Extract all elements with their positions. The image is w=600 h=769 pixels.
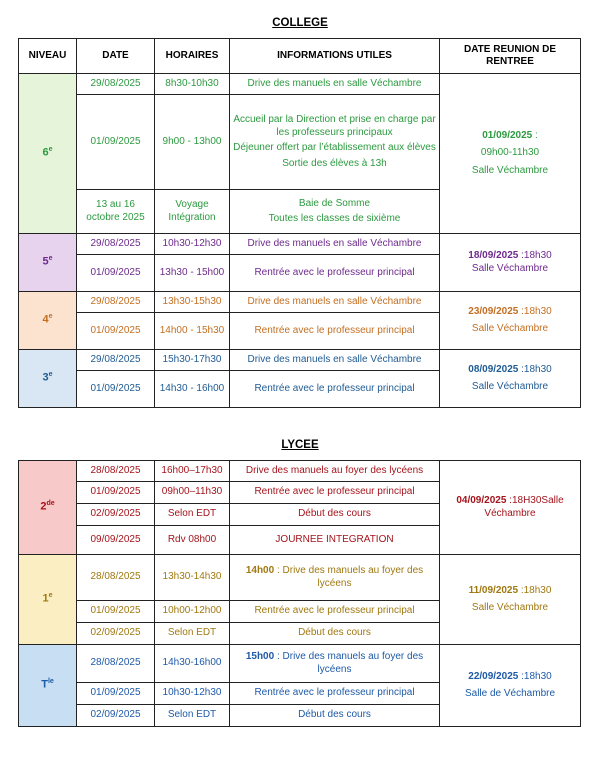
- meeting-date: 04/09/2025: [456, 495, 507, 506]
- level-sup: e: [48, 146, 53, 154]
- info-cell: JOURNEE INTEGRATION: [230, 526, 440, 555]
- time-cell: Selon EDT: [155, 623, 230, 645]
- lycee-table: [18, 460, 581, 727]
- header-informations: INFORMATIONS UTILES: [230, 39, 440, 74]
- date-cell: 01/09/2025: [77, 95, 155, 190]
- date-cell: 28/08/2025: [77, 645, 155, 683]
- info-line: Toutes les classes de sixième: [268, 213, 401, 224]
- date-cell: 01/09/2025: [77, 255, 155, 292]
- level-3e: [19, 350, 77, 408]
- date-cell: 02/09/2025: [77, 504, 155, 526]
- level-5e: [19, 234, 77, 292]
- meeting-time: 09h00-11h30: [480, 147, 540, 159]
- date-cell: 28/08/2025: [77, 555, 155, 601]
- table-row: [19, 74, 581, 95]
- info-line: Déjeuner offert par l’établissement aux élèves: [233, 142, 436, 153]
- meeting-time: :18h30: [518, 584, 552, 596]
- meeting-date: 22/09/2025: [468, 670, 519, 682]
- meeting-1e: [440, 555, 581, 645]
- level-label: 4: [42, 313, 49, 326]
- info-cell: Début des cours: [230, 504, 440, 526]
- time-cell: 8h30-10h30: [155, 74, 230, 95]
- meeting-time: :18h30: [518, 363, 552, 375]
- level-1e: [19, 555, 77, 645]
- info-cell: Drive des manuels en salle Véchambre: [230, 74, 440, 95]
- meeting-place: Salle Véchambre: [471, 323, 549, 334]
- meeting-sep: :: [532, 129, 538, 141]
- meeting-date: 18/09/2025: [468, 250, 519, 261]
- level-6e: [19, 74, 77, 234]
- time-cell: Selon EDT: [155, 504, 230, 526]
- info-cell: Rentrée avec le professeur principal: [230, 601, 440, 623]
- meeting-6e: [440, 74, 581, 234]
- level-sup: e: [48, 313, 53, 321]
- level-2de: [19, 461, 77, 555]
- info-cell: Drive des manuels au foyer des lycéens: [230, 461, 440, 482]
- time-cell: 9h00 - 13h00: [155, 95, 230, 190]
- level-label: 3: [42, 371, 49, 384]
- level-sup: e: [48, 592, 53, 600]
- time-cell: 10h30-12h30: [155, 683, 230, 705]
- time-cell: 16h00–17h30: [155, 461, 230, 482]
- time-cell: 10h00-12h00: [155, 601, 230, 623]
- header-horaires: HORAIRES: [155, 39, 230, 74]
- info-bold: 15h00: [245, 651, 275, 662]
- college-title: COLLEGE: [272, 17, 328, 29]
- header-niveau: NIVEAU: [19, 39, 77, 74]
- time-cell: 14h30 - 16h00: [155, 371, 230, 408]
- info-cell: Début des cours: [230, 705, 440, 727]
- level-sup: e: [48, 255, 53, 263]
- time-cell: 14h30-16h00: [155, 645, 230, 683]
- time-cell: Voyage Intégration: [155, 190, 230, 234]
- meeting-time: :18h30: [518, 670, 552, 682]
- info-cell: [230, 190, 440, 234]
- time-cell: 10h30-12h30: [155, 234, 230, 255]
- meeting-time: :18h30: [518, 250, 552, 261]
- level-label: 2: [40, 500, 47, 513]
- info-text: : Drive des manuels au foyer des lycéens: [274, 651, 424, 675]
- header-date: DATE: [77, 39, 155, 74]
- table-row: [19, 555, 581, 601]
- info-line: Baie de Somme: [298, 197, 371, 209]
- meeting-date: 01/09/2025: [482, 129, 533, 141]
- date-cell: 01/09/2025: [77, 371, 155, 408]
- meeting-place: Salle Véchambre: [471, 381, 549, 392]
- meeting-place: Salle Véchambre: [471, 164, 549, 176]
- info-cell: Rentrée avec le professeur principal: [230, 683, 440, 705]
- meeting-4e: [440, 292, 581, 350]
- date-cell: 01/09/2025: [77, 482, 155, 504]
- college-table: [18, 38, 581, 408]
- info-cell: [230, 555, 440, 601]
- info-text: : Drive des manuels au foyer des lycéens: [274, 565, 424, 589]
- meeting-date: 23/09/2025: [468, 305, 519, 317]
- info-bold: 14h00: [245, 565, 275, 576]
- level-sup: e: [48, 371, 53, 379]
- info-line: Sortie des élèves à 13h: [282, 157, 387, 169]
- meeting-5e: [440, 234, 581, 292]
- info-cell: Drive des manuels en salle Véchambre: [230, 292, 440, 313]
- info-cell: Rentrée avec le professeur principal: [230, 313, 440, 350]
- date-cell: 29/08/2025: [77, 292, 155, 313]
- info-cell: Drive des manuels en salle Véchambre: [230, 350, 440, 371]
- time-cell: 13h30 - 15h00: [155, 255, 230, 292]
- date-cell: 02/09/2025: [77, 705, 155, 727]
- meeting-date: 11/09/2025: [468, 584, 519, 596]
- time-cell: 13h30-15h30: [155, 292, 230, 313]
- date-cell: 13 au 16 octobre 2025: [77, 190, 155, 234]
- table-row: [19, 292, 581, 313]
- date-cell: 02/09/2025: [77, 623, 155, 645]
- level-label: T: [41, 678, 48, 691]
- info-cell: Rentrée avec le professeur principal: [230, 255, 440, 292]
- date-cell: 01/09/2025: [77, 683, 155, 705]
- info-cell: Début des cours: [230, 623, 440, 645]
- meeting-2de: [440, 461, 581, 555]
- table-row: [19, 461, 581, 482]
- meeting-time: :18h30: [518, 305, 552, 317]
- info-cell: Drive des manuels en salle Véchambre: [230, 234, 440, 255]
- date-cell: 28/08/2025: [77, 461, 155, 482]
- meeting-place: Salle de Véchambre: [464, 688, 556, 699]
- time-cell: 13h30-14h30: [155, 555, 230, 601]
- time-cell: Selon EDT: [155, 705, 230, 727]
- table-row: [19, 645, 581, 683]
- meeting-place: Salle Véchambre: [471, 262, 549, 274]
- table-row: [19, 234, 581, 255]
- meeting-3e: [440, 350, 581, 408]
- level-label: 6: [42, 146, 49, 159]
- date-cell: 09/09/2025: [77, 526, 155, 555]
- date-cell: 01/09/2025: [77, 601, 155, 623]
- level-4e: [19, 292, 77, 350]
- meeting-details: :18H30Salle Véchambre: [484, 495, 564, 519]
- time-cell: 14h00 - 15h30: [155, 313, 230, 350]
- level-sup: de: [46, 500, 55, 508]
- time-cell: 15h30-17h30: [155, 350, 230, 371]
- meeting-place: Salle Véchambre: [471, 602, 549, 613]
- date-cell: 29/08/2025: [77, 234, 155, 255]
- date-cell: 29/08/2025: [77, 74, 155, 95]
- info-cell: Rentrée avec le professeur principal: [230, 371, 440, 408]
- info-cell: [230, 95, 440, 190]
- level-sup: le: [47, 678, 54, 686]
- date-cell: 01/09/2025: [77, 313, 155, 350]
- info-line: Accueil par la Direction et prise en charge par les professeurs principaux: [233, 114, 436, 138]
- meeting-terminale: [440, 645, 581, 727]
- info-cell: Rentrée avec le professeur principal: [230, 482, 440, 504]
- lycee-title: LYCEE: [281, 439, 319, 451]
- level-terminale: [19, 645, 77, 727]
- college-header-row: [19, 39, 581, 74]
- time-cell: Rdv 08h00: [155, 526, 230, 555]
- date-cell: 29/08/2025: [77, 350, 155, 371]
- table-row: [19, 350, 581, 371]
- time-cell: 09h00–11h30: [155, 482, 230, 504]
- header-reunion: DATE REUNION DE RENTREE: [440, 39, 581, 74]
- meeting-date: 08/09/2025: [468, 363, 519, 375]
- level-label: 1: [42, 592, 49, 605]
- info-cell: [230, 645, 440, 683]
- level-label: 5: [42, 255, 49, 268]
